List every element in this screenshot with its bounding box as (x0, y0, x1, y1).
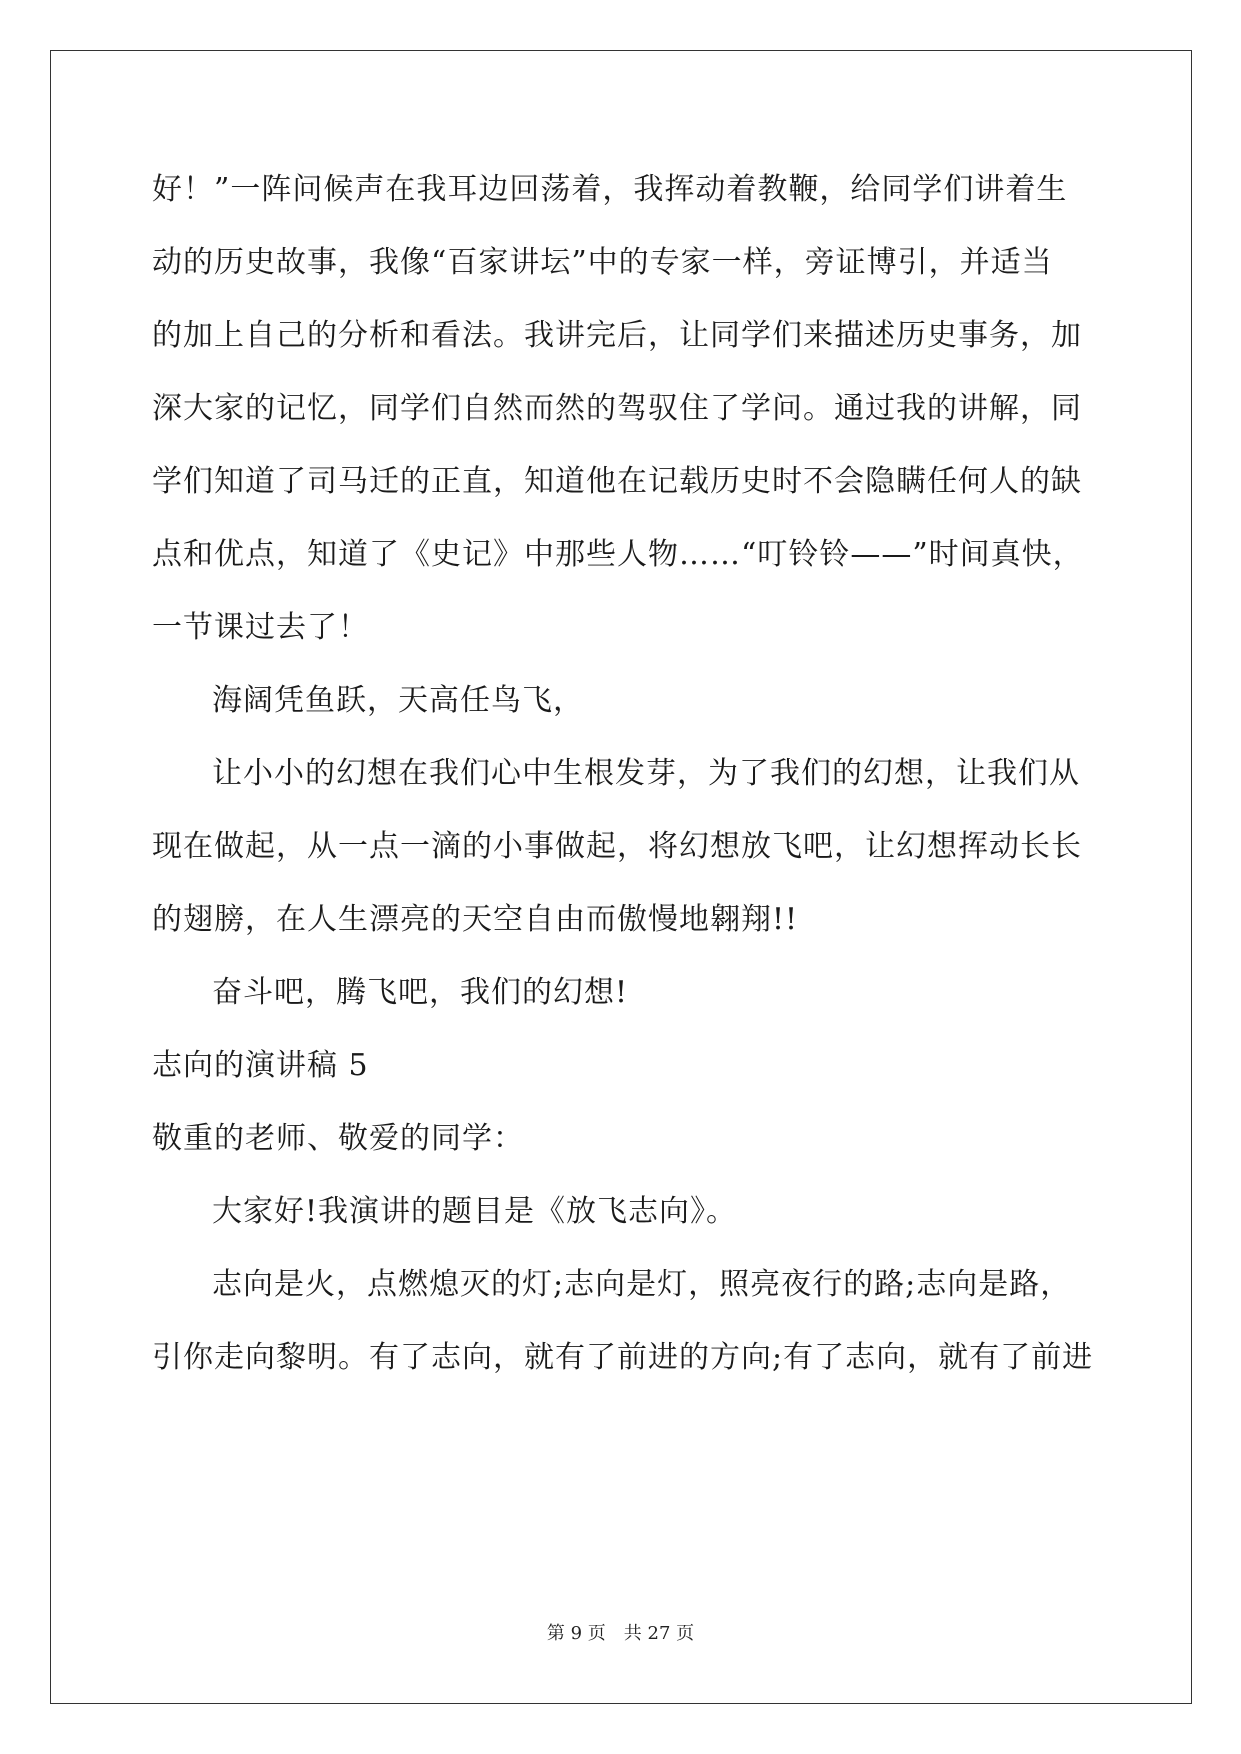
page-border (50, 50, 1192, 1704)
paragraph-start: 志向是火，点燃熄灭的灯;志向是灯，照亮夜行的路;志向是路， (212, 1267, 1072, 1302)
text-line: 现在做起，从一点一滴的小事做起，将幻想放飞吧，让幻想挥动长长 (152, 829, 1082, 864)
section-title: 志向的演讲稿 5 (152, 1048, 369, 1083)
text-line: 动的历史故事，我像“百家讲坛”中的专家一样，旁证博引，并适当 (152, 245, 1053, 280)
paragraph-start: 让小小的幻想在我们心中生根发芽，为了我们的幻想，让我们从 (212, 756, 1080, 791)
text-line: 的加上自己的分析和看法。我讲完后，让同学们来描述历史事务，加 (152, 318, 1082, 353)
text-line: 深大家的记忆，同学们自然而然的驾驭住了学问。通过我的讲解，同 (152, 391, 1082, 426)
text-line: 引你走向黎明。有了志向，就有了前进的方向;有了志向，就有了前进 (152, 1340, 1094, 1375)
page-footer: 第 9 页 共 27 页 (546, 1623, 695, 1644)
paragraph-start: 海阔凭鱼跃，天高任鸟飞， (212, 683, 584, 718)
text-line: 学们知道了司马迁的正直，知道他在记载历史时不会隐瞒任何人的缺 (152, 464, 1082, 499)
text-line: 的翅膀，在人生漂亮的天空自由而傲慢地翱翔!! (152, 902, 799, 937)
salutation: 敬重的老师、敬爱的同学： (152, 1121, 524, 1156)
paragraph-start: 奋斗吧，腾飞吧，我们的幻想! (212, 975, 629, 1010)
text-line: 点和优点，知道了《史记》中那些人物……“叮铃铃——”时间真快， (152, 537, 1084, 572)
text-line: 好！”一阵问候声在我耳边回荡着，我挥动着教鞭，给同学们讲着生 (152, 172, 1068, 207)
text-line: 一节课过去了！ (152, 610, 369, 645)
paragraph-start: 大家好!我演讲的题目是《放飞志向》。 (212, 1194, 738, 1229)
